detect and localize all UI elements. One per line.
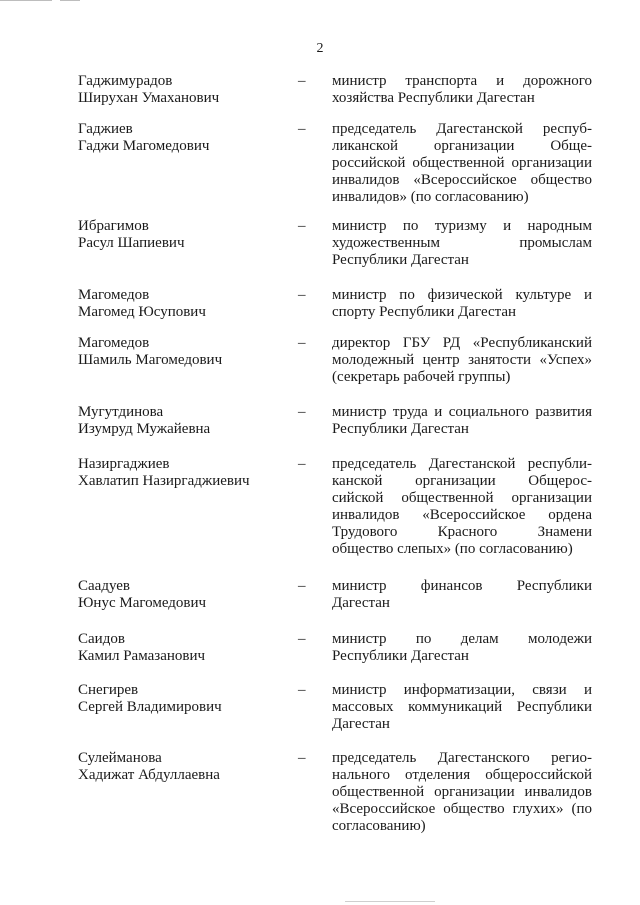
- given-names: Юнус Магомедович: [78, 595, 207, 611]
- person-name: [78, 73, 283, 107]
- person-name: [78, 121, 283, 155]
- position-line: Трудового Красного Знамени: [332, 524, 592, 540]
- dash-separator: –: [298, 287, 306, 303]
- dash-separator: –: [298, 218, 306, 234]
- dash-separator: –: [298, 121, 306, 137]
- position-line: министр по туризму и народным: [332, 218, 592, 234]
- position-line: министр финансов Республики: [332, 578, 592, 594]
- position-description: [332, 456, 592, 558]
- surname: Гаджимурадов: [78, 73, 173, 89]
- position-line: министр по физической культуре и: [332, 287, 592, 303]
- position-description: [332, 750, 592, 835]
- surname: Магомедов: [78, 335, 150, 351]
- position-description: [332, 73, 592, 107]
- position-line: Республики Дагестан: [332, 252, 469, 268]
- position-description: [332, 287, 592, 321]
- position-line: инвалидов «Всероссийское общество: [332, 172, 592, 188]
- position-description: [332, 404, 592, 438]
- position-line: Дагестан: [332, 716, 390, 732]
- position-description: [332, 578, 592, 612]
- given-names: Расул Шапиевич: [78, 235, 185, 251]
- position-line: «Всероссийское общество глухих» (по: [332, 801, 592, 817]
- position-description: [332, 121, 592, 206]
- given-names: Магомед Юсупович: [78, 304, 206, 320]
- given-names: Камил Рамазанович: [78, 648, 206, 664]
- dash-separator: –: [298, 578, 306, 594]
- position-line: спорту Республики Дагестан: [332, 304, 517, 320]
- surname: Снегирев: [78, 682, 139, 698]
- position-description: [332, 218, 592, 269]
- position-line: председатель Дагестанского регио-: [332, 750, 592, 766]
- person-name: [78, 631, 283, 665]
- dash-separator: –: [298, 631, 306, 647]
- position-description: [332, 682, 592, 733]
- given-names: Изумруд Мужайевна: [78, 421, 211, 437]
- given-names: Гаджи Магомедович: [78, 138, 210, 154]
- page-number: 2: [316, 41, 324, 56]
- person-name: [78, 218, 283, 252]
- position-line: сийской общественной организации: [332, 490, 592, 506]
- scan-edge-line: [345, 901, 435, 902]
- position-line: министр информатизации, связи и: [332, 682, 592, 698]
- person-name: [78, 750, 283, 784]
- surname: Ибрагимов: [78, 218, 149, 234]
- person-name: [78, 578, 283, 612]
- given-names: Хавлатип Назиргаджиевич: [78, 473, 250, 489]
- position-line: нального отделения общероссийской: [332, 767, 592, 783]
- position-line: канской организации Общерос-: [332, 473, 592, 489]
- position-line: художественным промыслам: [332, 235, 592, 251]
- position-line: хозяйства Республики Дагестан: [332, 90, 535, 106]
- dash-separator: –: [298, 335, 306, 351]
- position-description: [332, 335, 592, 386]
- dash-separator: –: [298, 750, 306, 766]
- person-name: [78, 335, 283, 369]
- given-names: Шамиль Магомедович: [78, 352, 223, 368]
- given-names: Сергей Владимирович: [78, 699, 222, 715]
- position-line: Республики Дагестан: [332, 421, 469, 437]
- position-description: [332, 631, 592, 665]
- surname: Саадуев: [78, 578, 130, 594]
- position-line: общество слепых» (по согласованию): [332, 541, 573, 557]
- surname: Мугутдинова: [78, 404, 164, 420]
- surname: Назиргаджиев: [78, 456, 170, 472]
- position-line: российской общественной организации: [332, 155, 592, 171]
- surname: Саидов: [78, 631, 125, 647]
- position-line: Республики Дагестан: [332, 648, 469, 664]
- position-line: директор ГБУ РД «Республиканский: [332, 335, 592, 351]
- position-line: инвалидов «Всероссийское ордена: [332, 507, 592, 523]
- dash-separator: –: [298, 73, 306, 89]
- dash-separator: –: [298, 682, 306, 698]
- person-name: [78, 404, 283, 438]
- person-name: [78, 682, 283, 716]
- given-names: Хадижат Абдуллаевна: [78, 767, 220, 783]
- person-name: [78, 456, 283, 490]
- dash-separator: –: [298, 456, 306, 472]
- dash-separator: –: [298, 404, 306, 420]
- position-line: министр труда и социального развития: [332, 404, 592, 420]
- position-line: ликанской организации Обще-: [332, 138, 592, 154]
- position-line: массовых коммуникаций Республики: [332, 699, 592, 715]
- scan-edge-line: [0, 0, 52, 1]
- position-line: общественной организации инвалидов: [332, 784, 592, 800]
- surname: Гаджиев: [78, 121, 133, 137]
- position-line: министр транспорта и дорожного: [332, 73, 592, 89]
- position-line: инвалидов» (по согласованию): [332, 189, 529, 205]
- given-names: Ширухан Умаханович: [78, 90, 220, 106]
- position-line: (секретарь рабочей группы): [332, 369, 511, 385]
- position-line: молодежный центр занятости «Успех»: [332, 352, 592, 368]
- position-line: министр по делам молодежи: [332, 631, 592, 647]
- position-line: председатель Дагестанской республи-: [332, 456, 592, 472]
- position-line: Дагестан: [332, 595, 390, 611]
- surname: Магомедов: [78, 287, 150, 303]
- position-line: председатель Дагестанской респуб-: [332, 121, 592, 137]
- surname: Сулейманова: [78, 750, 162, 766]
- position-line: согласованию): [332, 818, 426, 834]
- scan-edge-line: [60, 0, 80, 1]
- person-name: [78, 287, 283, 321]
